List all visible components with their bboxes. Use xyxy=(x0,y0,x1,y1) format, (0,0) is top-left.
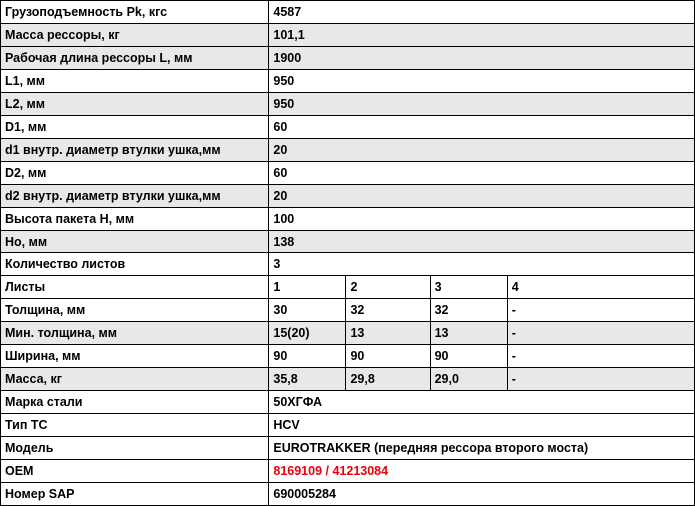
leaf-cell: 35,8 xyxy=(269,368,346,391)
row-label: L1, мм xyxy=(1,69,269,92)
row-value: 1900 xyxy=(269,46,695,69)
row-label: Номер SAP xyxy=(1,483,269,506)
row-label: Тип ТС xyxy=(1,414,269,437)
table-row xyxy=(1,184,695,207)
table-row xyxy=(1,92,695,115)
leaf-cell: 29,0 xyxy=(430,368,507,391)
table-row xyxy=(1,345,695,368)
row-label: Мин. толщина, мм xyxy=(1,322,269,345)
row-value: 3 xyxy=(269,253,695,276)
table-row xyxy=(1,460,695,483)
leaf-cell: - xyxy=(507,345,694,368)
leaf-cell: 30 xyxy=(269,299,346,322)
row-label: Листы xyxy=(1,276,269,299)
leaf-cell: 90 xyxy=(269,345,346,368)
row-value: 20 xyxy=(269,138,695,161)
leaf-cell: 32 xyxy=(430,299,507,322)
row-label: d2 внутр. диаметр втулки ушка,мм xyxy=(1,184,269,207)
row-value: 4587 xyxy=(269,1,695,24)
table-row xyxy=(1,161,695,184)
row-value: 101,1 xyxy=(269,23,695,46)
row-label: Масса, кг xyxy=(1,368,269,391)
table-row xyxy=(1,437,695,460)
table-row-leaf-header xyxy=(1,276,695,299)
row-value: 50ХГФА xyxy=(269,391,695,414)
row-label: Толщина, мм xyxy=(1,299,269,322)
row-value: 950 xyxy=(269,92,695,115)
leaf-cell: 3 xyxy=(430,276,507,299)
leaf-cell: 29,8 xyxy=(346,368,430,391)
leaf-cell: - xyxy=(507,299,694,322)
table-row xyxy=(1,1,695,24)
table-row xyxy=(1,46,695,69)
leaf-cell: 90 xyxy=(430,345,507,368)
row-value: 100 xyxy=(269,207,695,230)
row-value-sap: 690005284 xyxy=(269,483,695,506)
leaf-cell: 2 xyxy=(346,276,430,299)
table-row xyxy=(1,414,695,437)
table-row xyxy=(1,138,695,161)
table-row xyxy=(1,115,695,138)
row-value: 20 xyxy=(269,184,695,207)
table-row xyxy=(1,368,695,391)
table-row xyxy=(1,253,695,276)
row-label: Количество листов xyxy=(1,253,269,276)
row-value: 60 xyxy=(269,161,695,184)
leaf-cell: - xyxy=(507,322,694,345)
table-row xyxy=(1,483,695,506)
row-value: HCV xyxy=(269,414,695,437)
table-row xyxy=(1,391,695,414)
row-label: Модель xyxy=(1,437,269,460)
table-row xyxy=(1,299,695,322)
table-row xyxy=(1,230,695,253)
leaf-cell: 90 xyxy=(346,345,430,368)
table-row xyxy=(1,69,695,92)
row-label: D2, мм xyxy=(1,161,269,184)
leaf-cell: - xyxy=(507,368,694,391)
row-label: L2, мм xyxy=(1,92,269,115)
row-label: OEM xyxy=(1,460,269,483)
row-label: Марка стали xyxy=(1,391,269,414)
row-value: 60 xyxy=(269,115,695,138)
row-value: 950 xyxy=(269,69,695,92)
leaf-cell: 4 xyxy=(507,276,694,299)
row-label: Рабочая длина рессоры L, мм xyxy=(1,46,269,69)
table-body xyxy=(1,1,695,506)
leaf-cell: 15(20) xyxy=(269,322,346,345)
table-row xyxy=(1,322,695,345)
row-label: Масса рессоры, кг xyxy=(1,23,269,46)
row-label: Ho, мм xyxy=(1,230,269,253)
row-label: d1 внутр. диаметр втулки ушка,мм xyxy=(1,138,269,161)
row-label: Высота пакета H, мм xyxy=(1,207,269,230)
leaf-cell: 13 xyxy=(430,322,507,345)
table-row xyxy=(1,207,695,230)
row-label: Ширина, мм xyxy=(1,345,269,368)
row-value-model: EUROTRAKKER (передняя рессора второго моста) xyxy=(269,437,695,460)
row-value: 138 xyxy=(269,230,695,253)
leaf-cell: 13 xyxy=(346,322,430,345)
row-label: D1, мм xyxy=(1,115,269,138)
table-row xyxy=(1,23,695,46)
leaf-cell: 1 xyxy=(269,276,346,299)
row-value-oem: 8169109 / 41213084 xyxy=(269,460,695,483)
leaf-cell: 32 xyxy=(346,299,430,322)
row-label: Грузоподъемность Pk, кгс xyxy=(1,1,269,24)
